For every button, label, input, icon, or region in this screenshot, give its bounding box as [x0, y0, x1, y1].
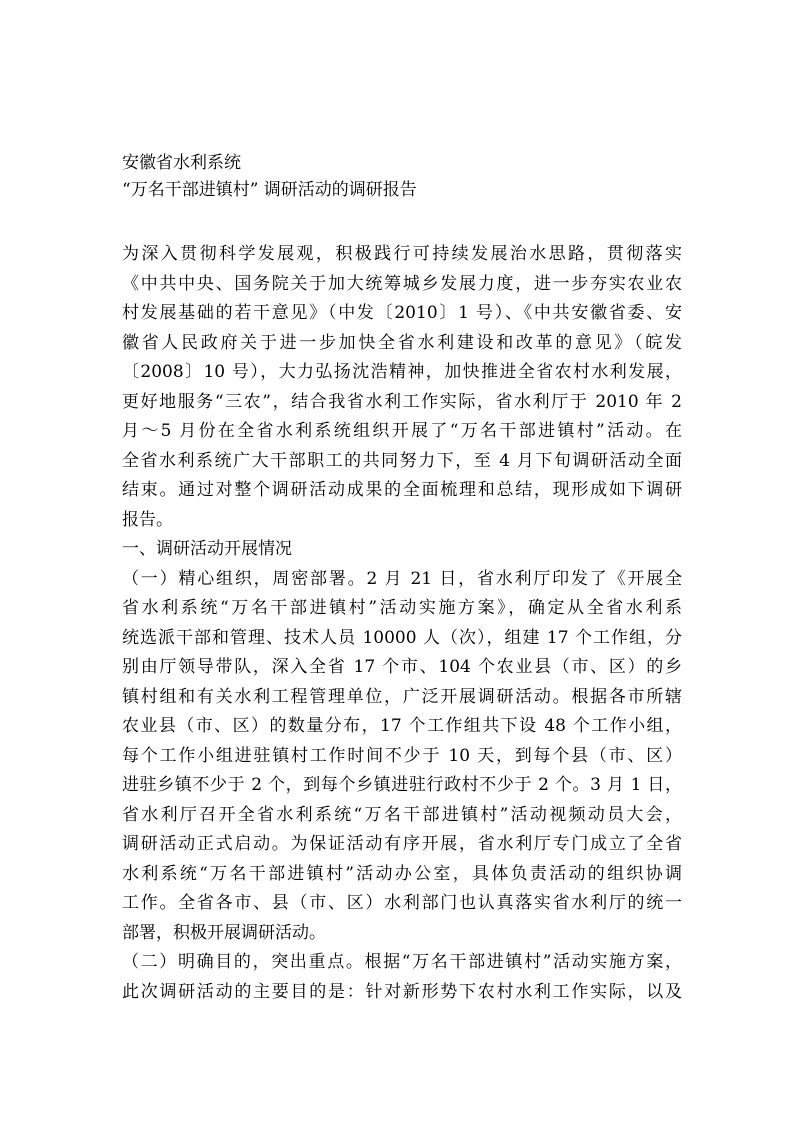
body-line: 月～5 月份在全省水利系统组织开展了“万名干部进镇村”活动。在	[122, 421, 682, 441]
document-title-line-1: 安徽省水利系统	[122, 153, 241, 173]
document-body	[122, 240, 682, 1007]
body-line: 工作。全省各市、县（市、区）水利部门也认真落实省水利厅的统一	[122, 893, 682, 913]
body-line: 报告。	[122, 509, 173, 530]
document-page	[122, 150, 682, 1007]
body-line: 更好地服务“三农”，结合我省水利工作实际，省水利厅于 2010 年 2	[122, 391, 682, 412]
body-line: 部署，积极开展调研活动。	[122, 922, 326, 943]
body-line: （二）明确目的，突出重点。根据“万名干部进镇村”活动实施方案，	[122, 952, 682, 972]
body-line: 水利系统“万名干部进镇村”活动办公室，具体负责活动的组织协调	[122, 863, 682, 884]
body-line: 村发展基础的若干意见》（中发〔2010〕1 号）、《中共安徽省委、安	[122, 303, 682, 323]
body-line: 每个工作小组进驻镇村工作时间不少于 10 天，到每个县（市、区）	[122, 745, 682, 766]
body-line: 徽省人民政府关于进一步加快全省水利建设和改革的意见》（皖发	[122, 332, 682, 353]
body-line: 结束。通过对整个调研活动成果的全面梳理和总结，现形成如下调研	[122, 480, 682, 500]
body-line: 省水利厅召开全省水利系统“万名干部进镇村”活动视频动员大会，	[122, 804, 682, 825]
body-line: 《中共中央、国务院关于加大统筹城乡发展力度，进一步夯实农业农	[122, 273, 682, 294]
body-line: 省水利系统“万名干部进镇村”活动实施方案》，确定从全省水利系	[122, 598, 682, 618]
document-title-line-2: “万名干部进镇村” 调研活动的调研报告	[122, 180, 417, 200]
body-line: 统选派干部和管理、技术人员 10000 人（次），组建 17 个工作组，分	[122, 627, 682, 648]
body-line: 调研活动正式启动。为保证活动有序开展，省水利厅专门成立了全省	[122, 834, 682, 854]
body-line: 为深入贯彻科学发展观，积极践行可持续发展治水思路，贯彻落实	[122, 244, 682, 264]
body-line: 〔2008〕10 号），大力弘扬沈浩精神，加快推进全省农村水利发展，	[122, 362, 682, 382]
title-spacer	[122, 204, 682, 240]
body-line: 此次调研活动的主要目的是：针对新形势下农村水利工作实际，以及	[122, 981, 682, 1002]
body-line: 农业县（市、区）的数量分布，17 个工作组共下设 48 个工作小组，	[122, 716, 682, 736]
body-line: 一、调研活动开展情况	[122, 539, 292, 559]
body-line: （一）精心组织，周密部署。2 月 21 日，省水利厅印发了《开展全	[122, 568, 682, 589]
body-line: 镇村组和有关水利工程管理单位，广泛开展调研活动。根据各市所辖	[122, 686, 682, 707]
body-line: 别由厅领导带队，深入全省 17 个市、104 个农业县（市、区）的乡	[122, 657, 682, 677]
body-line: 进驻乡镇不少于 2 个，到每个乡镇进驻行政村不少于 2 个。3 月 1 日，	[122, 775, 682, 795]
body-line: 全省水利系统广大干部职工的共同努力下，至 4 月下旬调研活动全面	[122, 450, 682, 471]
